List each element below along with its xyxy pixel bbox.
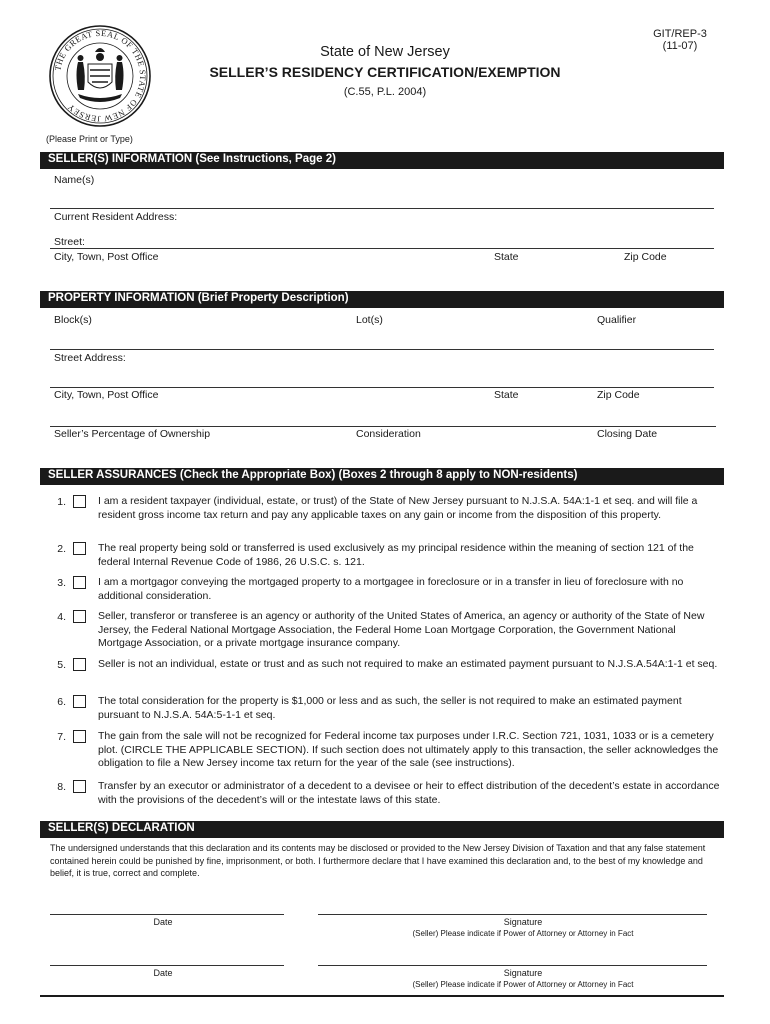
print-instruction: (Please Print or Type)	[46, 134, 133, 144]
form-citation: (C.55, P.L. 2004)	[343, 86, 427, 98]
form-title: SELLER’S RESIDENCY CERTIFICATION/EXEMPTION	[209, 64, 561, 80]
assurance-1-checkbox[interactable]	[73, 495, 86, 508]
signature-line-2[interactable]	[318, 965, 707, 966]
date-label-1: Date	[153, 917, 173, 927]
state-name: State of New Jersey	[320, 44, 450, 60]
date-label-2: Date	[153, 968, 173, 978]
property-city-label: City, Town, Post Office	[54, 389, 159, 401]
block-lot-line[interactable]	[50, 349, 714, 350]
property-street-label: Street Address:	[54, 352, 126, 364]
declaration-text: The undersigned understands that this declaration and its contents may be disclosed or provided to the New Jersey Division of Taxation and that any false statement contained herein could be punished by fine, imprisonment, or both. I furthermore declare that I have examined this declaration and, to the best of my knowledge and belief, it is true, correct and complete.	[50, 843, 706, 878]
date-line-1[interactable]	[50, 914, 284, 915]
property-info-header: PROPERTY INFORMATION (Brief Property Description)	[40, 291, 724, 308]
lot-label: Lot(s)	[356, 314, 383, 326]
closing-date-label: Closing Date	[597, 428, 658, 440]
state-seal	[48, 24, 152, 128]
ownership-label: Seller’s Percentage of Ownership	[54, 428, 211, 440]
names-line[interactable]	[50, 208, 714, 209]
signature-note-2: (Seller) Please indicate if Power of Attorney or Attorney in Fact	[412, 980, 634, 989]
signature-label-1: Signature	[503, 917, 543, 927]
seal-icon	[48, 24, 152, 128]
state-label: State	[494, 251, 519, 263]
property-street-line[interactable]	[50, 387, 714, 388]
form-id: GIT/REP-3	[653, 28, 707, 40]
street-label: Street:	[54, 236, 85, 248]
consideration-label: Consideration	[356, 428, 421, 440]
assurance-5-checkbox[interactable]	[73, 658, 86, 671]
assurance-8-checkbox[interactable]	[73, 780, 86, 793]
declaration-header: SELLER(S) DECLARATION	[40, 821, 724, 838]
assurance-7-checkbox[interactable]	[73, 730, 86, 743]
assurance-4-checkbox[interactable]	[73, 610, 86, 623]
zip-label: Zip Code	[624, 251, 667, 263]
names-label: Name(s)	[54, 174, 95, 186]
street-line[interactable]	[50, 248, 714, 249]
qualifier-label: Qualifier	[597, 314, 637, 326]
date-line-2[interactable]	[50, 965, 284, 966]
bottom-rule	[40, 995, 724, 997]
block-label: Block(s)	[54, 314, 92, 326]
svg-text:THE GREAT SEAL OF THE STATE OF: THE GREAT SEAL OF THE STATE OF NEW JERSEY	[53, 28, 148, 124]
assurance-6-checkbox[interactable]	[73, 695, 86, 708]
property-state-label: State	[494, 389, 519, 401]
signature-line-1[interactable]	[318, 914, 707, 915]
seller-info-header: SELLER(S) INFORMATION (See Instructions, Page 2)	[40, 152, 724, 169]
assurance-3-checkbox[interactable]	[73, 576, 86, 589]
assurances-header: SELLER ASSURANCES (Check the Appropriate Box) (Boxes 2 through 8 apply to NON-residents)	[40, 468, 724, 485]
address-label: Current Resident Address:	[54, 211, 178, 223]
property-city-line[interactable]	[50, 426, 716, 427]
city-label: City, Town, Post Office	[54, 251, 159, 263]
signature-note-1: (Seller) Please indicate if Power of Attorney or Attorney in Fact	[412, 929, 634, 938]
form-revision-date: (11-07)	[662, 40, 698, 52]
signature-label-2: Signature	[503, 968, 543, 978]
property-zip-label: Zip Code	[597, 389, 640, 401]
assurance-2-checkbox[interactable]	[73, 542, 86, 555]
